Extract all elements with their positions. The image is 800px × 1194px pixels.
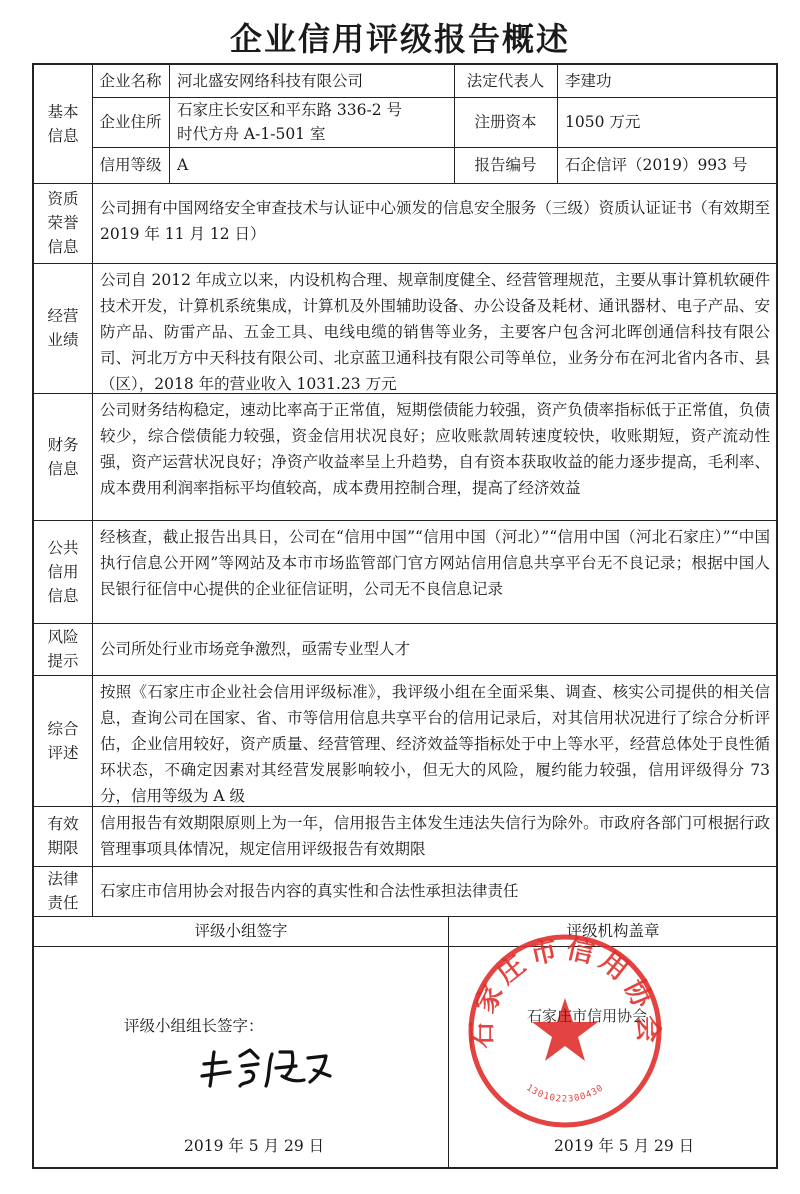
section-text-risk: 公司所处行业市场竞争激烈，亟需专业型人才 — [100, 640, 411, 658]
section-text-summary: 按照《石家庄市企业社会信用评级标准》，我评级小组在全面采集、调查、核实公司提供的相关信息，查询公司在国家、省、市等信用信息共享平台的信用记录后，对其信用状况进行了综合分析评估，企业信用较好，资产质量、经营管理、经济效益等指标处于中上等水平，经营总体处于良性循环状态，不确定因素对其经营发展影响较小，但无大的风险，履约能力较强，信用评级得分 73 分，信用等级为 A 级 — [100, 683, 770, 805]
official-seal — [466, 932, 664, 1130]
section-label-public-credit: 公共 信用 信息 — [47, 538, 79, 605]
capital-label: 注册资本 — [474, 113, 537, 131]
report-title: 企业信用评级报告概述 — [229, 20, 570, 58]
section-label-qualification: 资质 荣誉 信息 — [47, 190, 79, 256]
section-label-performance: 经营 业绩 — [47, 307, 79, 349]
company-name-value: 河北盛安网络科技有限公司 — [177, 72, 364, 90]
seal-ring-text: 石家庄市信用协会 — [466, 933, 664, 1049]
seal-inner-text: 石家庄市信用协会 — [526, 1007, 647, 1025]
section-label-legal: 法律 责任 — [47, 870, 79, 912]
address-label: 企业住所 — [99, 113, 162, 131]
section-text-finance: 公司财务结构稳定，速动比率高于正常值，短期偿债能力较强，资产负债率指标低于正常值，负债较少，综合偿债能力较强，资金信用状况良好；应收账款周转速度较快，收账期短，资产流动性强，资产运营状况良好；净资产收益率呈上升趋势，自有资本获取收益的能力逐步提高，毛利率、成本费用利润率指标平均值较高，成本费用控制合理，提高了经济效益 — [100, 401, 770, 497]
svg-text:1301022300430 — [524, 1083, 606, 1105]
grade-value: A — [177, 156, 189, 174]
section-label-summary: 综合 评述 — [47, 719, 79, 762]
handwritten-signature — [196, 1046, 336, 1094]
address-value: 石家庄长安区和平东路 336-2 号 时代方舟 A-1-501 室 — [177, 101, 403, 143]
left-date: 2019 年 5 月 29 日 — [184, 1137, 325, 1155]
section-label-risk: 风险 提示 — [47, 628, 79, 670]
legal-rep-value: 李建功 — [565, 72, 612, 90]
section-text-validity: 信用报告有效期限原则上为一年，信用报告主体发生违法失信行为除外。市政府各部门可根据行政管理事项具体情况，规定信用评级报告有效期限 — [100, 814, 770, 858]
sign-group-header: 评级小组签字 — [194, 922, 288, 940]
capital-value: 1050 万元 — [565, 113, 641, 131]
company-name-label: 企业名称 — [99, 72, 162, 90]
section-text-public-credit: 经核查，截止报告出具日，公司在“信用中国”“信用中国（河北）”“信用中国（河北石家庄）”“中国执行信息公开网”等网站及本市市场监管部门官方网站信用信息共享平台无不良记录；根据中国人民银行征信中心提供的企业征信证明，公司无不良信息记录 — [100, 528, 770, 598]
report-table — [32, 63, 778, 1169]
section-label-finance: 财务 信息 — [47, 435, 79, 478]
section-text-legal: 石家庄市信用协会对报告内容的真实性和合法性承担法律责任 — [100, 882, 519, 900]
report-no-label: 报告编号 — [474, 156, 537, 174]
right-date: 2019 年 5 月 29 日 — [554, 1137, 695, 1155]
report-no-value: 石企信评（2019）993 号 — [565, 156, 748, 174]
section-label-basic: 基本 信息 — [47, 103, 79, 145]
grade-label: 信用等级 — [99, 156, 162, 174]
section-text-qualification: 公司拥有中国网络安全审查技术与认证中心颁发的信息安全服务（三级）资质认证证书（有效期至 2019 年 11 月 12 日） — [100, 199, 770, 243]
seal-code: 1301022300430 — [524, 1083, 606, 1105]
legal-rep-label: 法定代表人 — [466, 72, 545, 90]
section-label-validity: 有效 期限 — [47, 815, 79, 857]
section-text-performance: 公司自 2012 年成立以来，内设机构合理、规章制度健全、经营管理规范，主要从事计算机软硬件技术开发，计算机系统集成，计算机及外围辅助设备、办公设备及耗材、通讯器材、电子产品、安防产品、防雷产品、五金工具、电线电缆的销售等业务，主要客户包含河北晖创通信科技有限公司、河北万方中天科技有限公司、北京蓝卫通科技有限公司等单位，业务分布在河北省内各市、县（区），2018 年的营业收入 1031.23 万元 — [100, 271, 770, 393]
leader-sign-label: 评级小组组长签字： — [124, 1017, 264, 1035]
seal-header: 评级机构盖章 — [566, 922, 660, 940]
